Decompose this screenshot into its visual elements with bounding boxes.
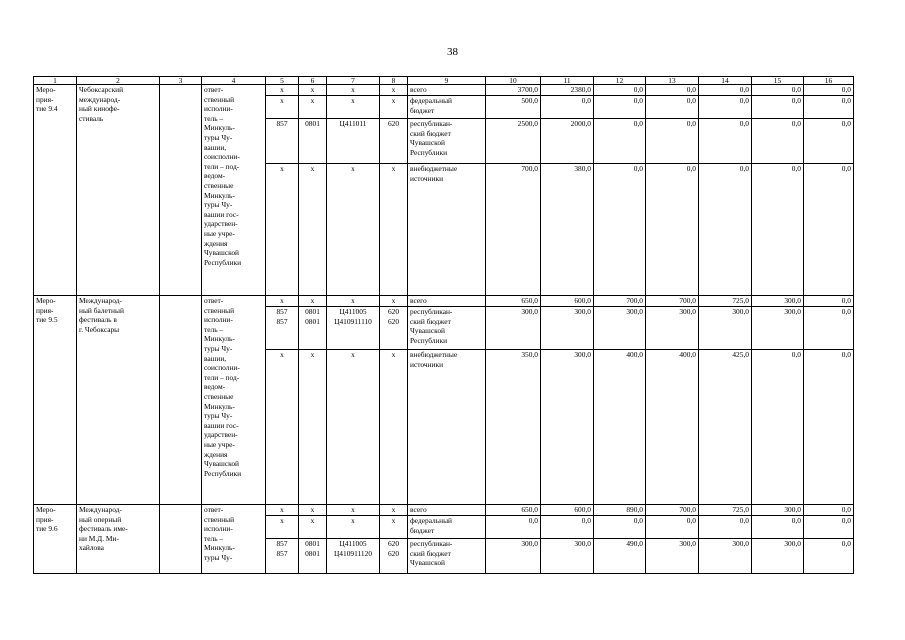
amount-col-15: 0,0 (752, 350, 804, 505)
amount-col-16: 0,0 (804, 505, 854, 516)
column-header-5: 5 (266, 77, 299, 85)
amount-col-16: 0,0 (804, 96, 854, 119)
amount-col-14: 300,0 (699, 307, 752, 350)
amount-col-13: 0,0 (646, 85, 699, 96)
budget-code-expense-type: x (380, 505, 408, 516)
budget-code-expense-type: x (380, 296, 408, 307)
column-header-10: 10 (486, 77, 541, 85)
amount-col-14: 0,0 (699, 96, 752, 119)
amount-col-13: 0,0 (646, 164, 699, 296)
empty-cell (160, 296, 202, 505)
column-header-3: 3 (160, 77, 202, 85)
amount-col-10: 300,0 (486, 539, 541, 574)
budget-code-expense-type: 620 (380, 119, 408, 164)
budget-code-section: x (299, 350, 327, 505)
budget-code-section: x (299, 96, 327, 119)
amount-col-11: 300,0 (541, 307, 594, 350)
amount-col-12: 0,0 (594, 119, 646, 164)
amount-col-10: 700,0 (486, 164, 541, 296)
column-header-11: 11 (541, 77, 594, 85)
amount-col-13: 400,0 (646, 350, 699, 505)
budget-code-target: x (327, 164, 380, 296)
amount-col-16: 0,0 (804, 350, 854, 505)
budget-code-expense-type: x (380, 516, 408, 539)
budget-code-section: x (299, 516, 327, 539)
measure-name: Чебоксарский международ- ный кинофе- стиваль (77, 85, 160, 296)
header-row (34, 77, 854, 85)
budget-code-expense-type: 620 620 (380, 539, 408, 574)
budget-table (33, 76, 854, 574)
funding-source: республикан- ский бюджет Чувашской Республики (408, 119, 486, 164)
budget-code-section: x (299, 505, 327, 516)
budget-code-section: 0801 0801 (299, 539, 327, 574)
amount-col-12: 300,0 (594, 307, 646, 350)
budget-code-grbs: x (266, 164, 299, 296)
column-header-16: 16 (804, 77, 854, 85)
funding-source: всего (408, 505, 486, 516)
budget-code-grbs: 857 857 (266, 307, 299, 350)
amount-col-10: 650,0 (486, 296, 541, 307)
budget-code-section: 0801 0801 (299, 307, 327, 350)
column-header-13: 13 (646, 77, 699, 85)
amount-col-13: 300,0 (646, 307, 699, 350)
amount-col-16: 0,0 (804, 296, 854, 307)
amount-col-11: 0,0 (541, 96, 594, 119)
amount-col-14: 0,0 (699, 164, 752, 296)
budget-code-section: 0801 (299, 119, 327, 164)
funding-source: республикан- ский бюджет Чувашской Республики (408, 307, 486, 350)
budget-code-grbs: x (266, 85, 299, 96)
amount-col-12: 400,0 (594, 350, 646, 505)
budget-code-grbs: 857 (266, 119, 299, 164)
amount-col-15: 0,0 (752, 164, 804, 296)
amount-col-16: 0,0 (804, 516, 854, 539)
budget-code-grbs: x (266, 296, 299, 307)
amount-col-16: 0,0 (804, 307, 854, 350)
amount-col-14: 725,0 (699, 296, 752, 307)
amount-col-12: 890,0 (594, 505, 646, 516)
column-header-12: 12 (594, 77, 646, 85)
amount-col-14: 0,0 (699, 516, 752, 539)
empty-cell (160, 505, 202, 574)
budget-code-target: Ц411005 Ц410911120 (327, 539, 380, 574)
amount-col-15: 300,0 (752, 539, 804, 574)
budget-code-expense-type: x (380, 96, 408, 119)
amount-col-15: 0,0 (752, 119, 804, 164)
amount-col-16: 0,0 (804, 119, 854, 164)
column-header-8: 8 (380, 77, 408, 85)
empty-cell (160, 85, 202, 296)
budget-code-expense-type: 620 620 (380, 307, 408, 350)
table-row (34, 296, 854, 307)
budget-code-target: Ц411005 Ц410911110 (327, 307, 380, 350)
amount-col-16: 0,0 (804, 85, 854, 96)
column-header-15: 15 (752, 77, 804, 85)
funding-source: внебюджетные источники (408, 164, 486, 296)
budget-code-expense-type: x (380, 164, 408, 296)
measure-id: Меро- прия- тие 9.5 (34, 296, 77, 505)
amount-col-13: 300,0 (646, 539, 699, 574)
amount-col-10: 3700,0 (486, 85, 541, 96)
amount-col-16: 0,0 (804, 539, 854, 574)
amount-col-15: 300,0 (752, 296, 804, 307)
amount-col-14: 300,0 (699, 539, 752, 574)
budget-code-grbs: x (266, 516, 299, 539)
amount-col-11: 600,0 (541, 296, 594, 307)
budget-code-expense-type: x (380, 85, 408, 96)
budget-code-expense-type: x (380, 350, 408, 505)
amount-col-14: 0,0 (699, 119, 752, 164)
amount-col-10: 650,0 (486, 505, 541, 516)
amount-col-11: 2000,0 (541, 119, 594, 164)
amount-col-12: 0,0 (594, 516, 646, 539)
budget-code-section: x (299, 85, 327, 96)
amount-col-13: 700,0 (646, 296, 699, 307)
budget-code-target: x (327, 350, 380, 505)
amount-col-11: 380,0 (541, 164, 594, 296)
budget-code-section: x (299, 164, 327, 296)
measure-id: Меро- прия- тие 9.4 (34, 85, 77, 296)
amount-col-15: 0,0 (752, 96, 804, 119)
budget-code-grbs: 857 857 (266, 539, 299, 574)
budget-code-grbs: x (266, 350, 299, 505)
budget-code-grbs: x (266, 96, 299, 119)
amount-col-13: 0,0 (646, 516, 699, 539)
responsible-executor: ответ- ственный исполни- тель – Минкуль- туры Чу- (202, 505, 266, 574)
column-header-2: 2 (77, 77, 160, 85)
funding-source: федеральный бюджет (408, 96, 486, 119)
amount-col-13: 700,0 (646, 505, 699, 516)
amount-col-12: 0,0 (594, 85, 646, 96)
amount-col-13: 0,0 (646, 96, 699, 119)
responsible-executor: ответ- ственный исполни- тель – Минкуль- туры Чу- вашии, соисполни- тели – под- ведом- ственные Минкуль- туры Чу- вашии гос- ударствен- ные учре- ждения Чувашской Республики (202, 296, 266, 505)
funding-source: федеральный бюджет (408, 516, 486, 539)
amount-col-14: 425,0 (699, 350, 752, 505)
measure-name: Международ- ный балетный фестиваль в г. Чебоксары (77, 296, 160, 505)
responsible-executor: ответ- ственный исполни- тель – Минкуль- туры Чу- вашии, соисполни- тели – под- ведом- ственные Минкуль- туры Чу- вашии гос- ударствен- ные учре- ждения Чувашской Республики (202, 85, 266, 296)
amount-col-10: 300,0 (486, 307, 541, 350)
budget-code-target: x (327, 85, 380, 96)
table-row (34, 85, 854, 96)
amount-col-11: 300,0 (541, 350, 594, 505)
amount-col-15: 0,0 (752, 85, 804, 96)
column-header-9: 9 (408, 77, 486, 85)
amount-col-15: 0,0 (752, 516, 804, 539)
funding-source: республикан- ский бюджет Чувашской (408, 539, 486, 574)
funding-source: внебюджетные источники (408, 350, 486, 505)
budget-code-target: Ц411011 (327, 119, 380, 164)
budget-code-grbs: x (266, 505, 299, 516)
amount-col-11: 0,0 (541, 516, 594, 539)
column-header-4: 4 (202, 77, 266, 85)
column-header-7: 7 (327, 77, 380, 85)
funding-source: всего (408, 85, 486, 96)
amount-col-11: 300,0 (541, 539, 594, 574)
page-number: 38 (447, 46, 458, 58)
amount-col-14: 725,0 (699, 505, 752, 516)
amount-col-11: 2380,0 (541, 85, 594, 96)
amount-col-15: 300,0 (752, 505, 804, 516)
amount-col-16: 0,0 (804, 164, 854, 296)
budget-code-target: x (327, 96, 380, 119)
amount-col-14: 0,0 (699, 85, 752, 96)
budget-code-target: x (327, 516, 380, 539)
measure-name: Международ- ный оперный фестиваль име- ни М.Д. Ми- хайлова (77, 505, 160, 574)
column-header-1: 1 (34, 77, 77, 85)
table-row (34, 505, 854, 516)
column-header-6: 6 (299, 77, 327, 85)
amount-col-15: 300,0 (752, 307, 804, 350)
amount-col-12: 0,0 (594, 164, 646, 296)
measure-id: Меро- прия- тие 9.6 (34, 505, 77, 574)
amount-col-11: 600,0 (541, 505, 594, 516)
amount-col-12: 490,0 (594, 539, 646, 574)
column-header-14: 14 (699, 77, 752, 85)
amount-col-10: 0,0 (486, 516, 541, 539)
budget-code-section: x (299, 296, 327, 307)
amount-col-10: 500,0 (486, 96, 541, 119)
amount-col-12: 0,0 (594, 96, 646, 119)
amount-col-10: 350,0 (486, 350, 541, 505)
amount-col-10: 2500,0 (486, 119, 541, 164)
budget-code-target: x (327, 296, 380, 307)
budget-code-target: x (327, 505, 380, 516)
amount-col-12: 700,0 (594, 296, 646, 307)
amount-col-13: 0,0 (646, 119, 699, 164)
funding-source: всего (408, 296, 486, 307)
